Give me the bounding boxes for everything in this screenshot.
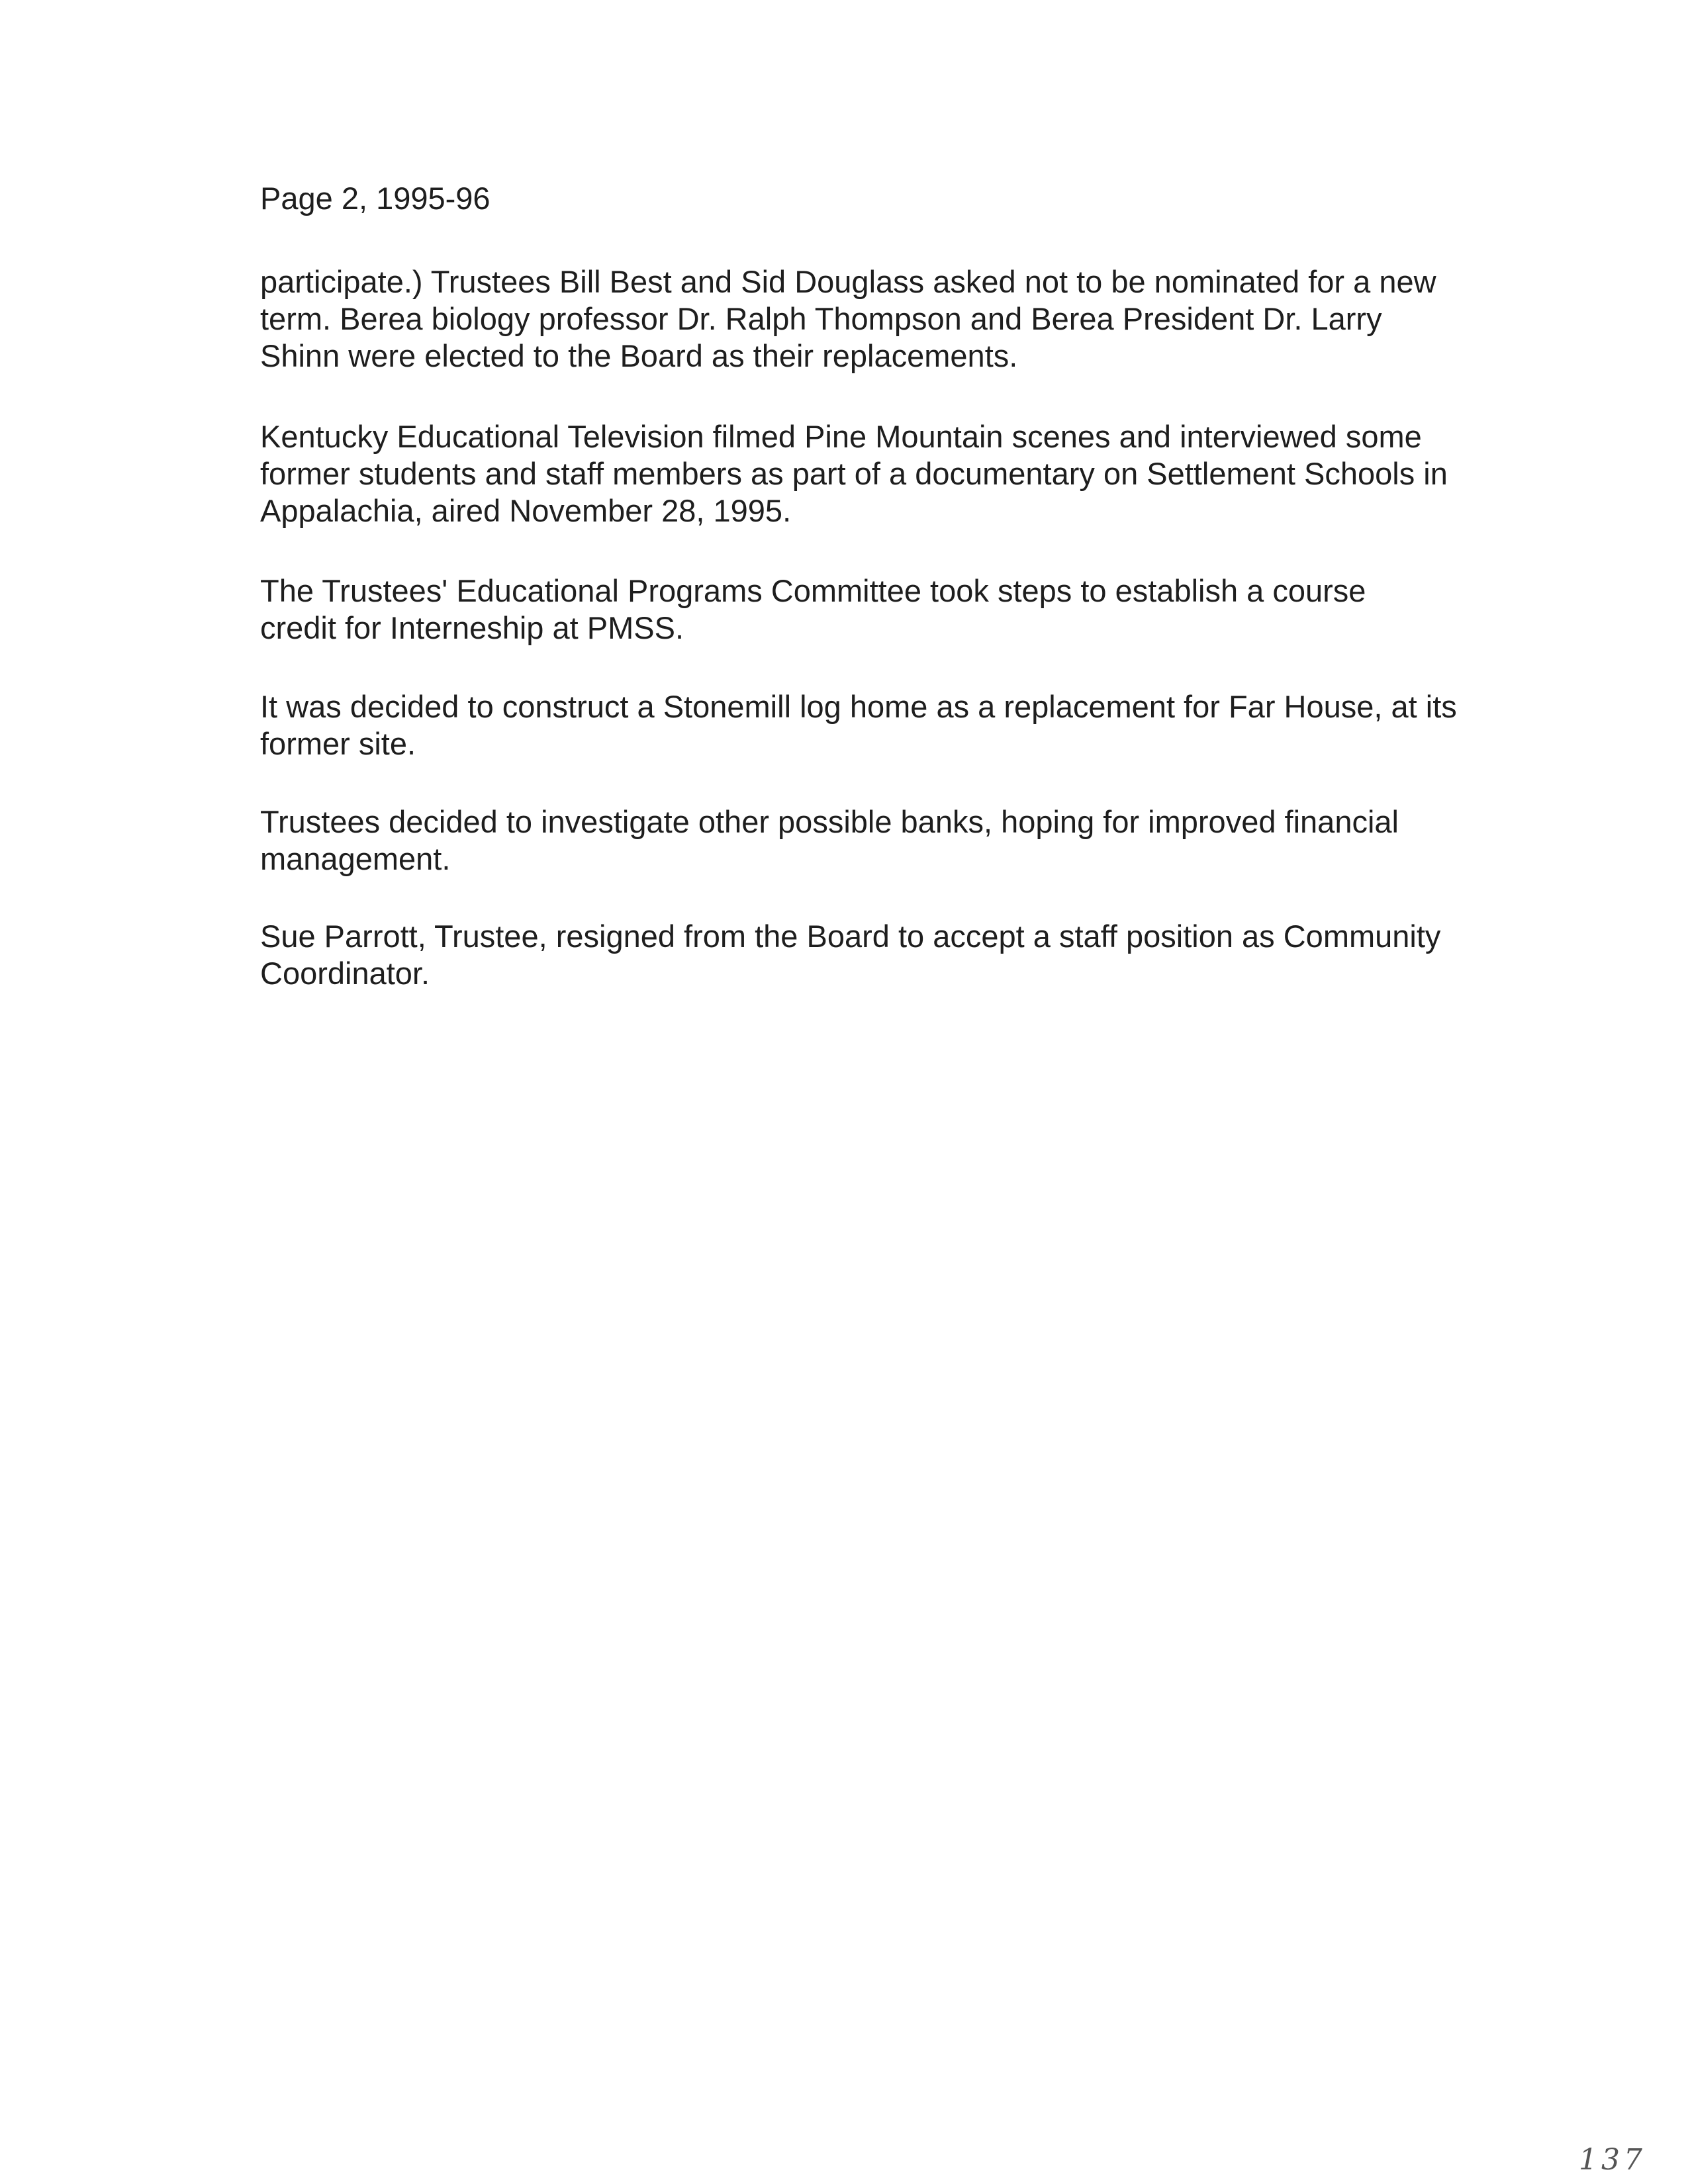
- text-line: Coordinator.: [260, 956, 430, 991]
- text-line: Shinn were elected to the Board as their replacements.: [260, 338, 1018, 373]
- text-line: participate.) Trustees Bill Best and Sid Douglass asked not to be nominated for a new: [260, 264, 1436, 299]
- text-line: The Trustees' Educational Programs Committee took steps to establish a course: [260, 573, 1366, 608]
- paragraph-banks: [260, 803, 1399, 878]
- paragraph-course-credit: [260, 572, 1366, 647]
- paragraph-log-home: [260, 688, 1457, 762]
- text-line: term. Berea biology professor Dr. Ralph Thompson and Berea President Dr. Larry: [260, 301, 1382, 336]
- text-line: Kentucky Educational Television filmed Pine Mountain scenes and interviewed some: [260, 419, 1422, 454]
- text-line: Trustees decided to investigate other possible banks, hoping for improved financial: [260, 804, 1399, 839]
- text-line: Appalachia, aired November 28, 1995.: [260, 493, 792, 528]
- handwritten-page-number: 137: [1579, 2143, 1646, 2177]
- text-line: It was decided to construct a Stonemill log home as a replacement for Far House, at its: [260, 689, 1457, 724]
- text-line: former students and staff members as part of a documentary on Settlement Schools in: [260, 456, 1448, 491]
- text-line: former site.: [260, 726, 416, 761]
- paragraph-trustees-elected: [260, 263, 1436, 375]
- paragraph-ket-documentary: [260, 418, 1448, 529]
- text-line: credit for Interneship at PMSS.: [260, 610, 684, 645]
- text-line: management.: [260, 841, 451, 876]
- text-line: Sue Parrott, Trustee, resigned from the Board to accept a staff position as Community: [260, 919, 1441, 954]
- page-header: Page 2, 1995-96: [260, 181, 491, 216]
- paragraph-resignation: [260, 918, 1440, 992]
